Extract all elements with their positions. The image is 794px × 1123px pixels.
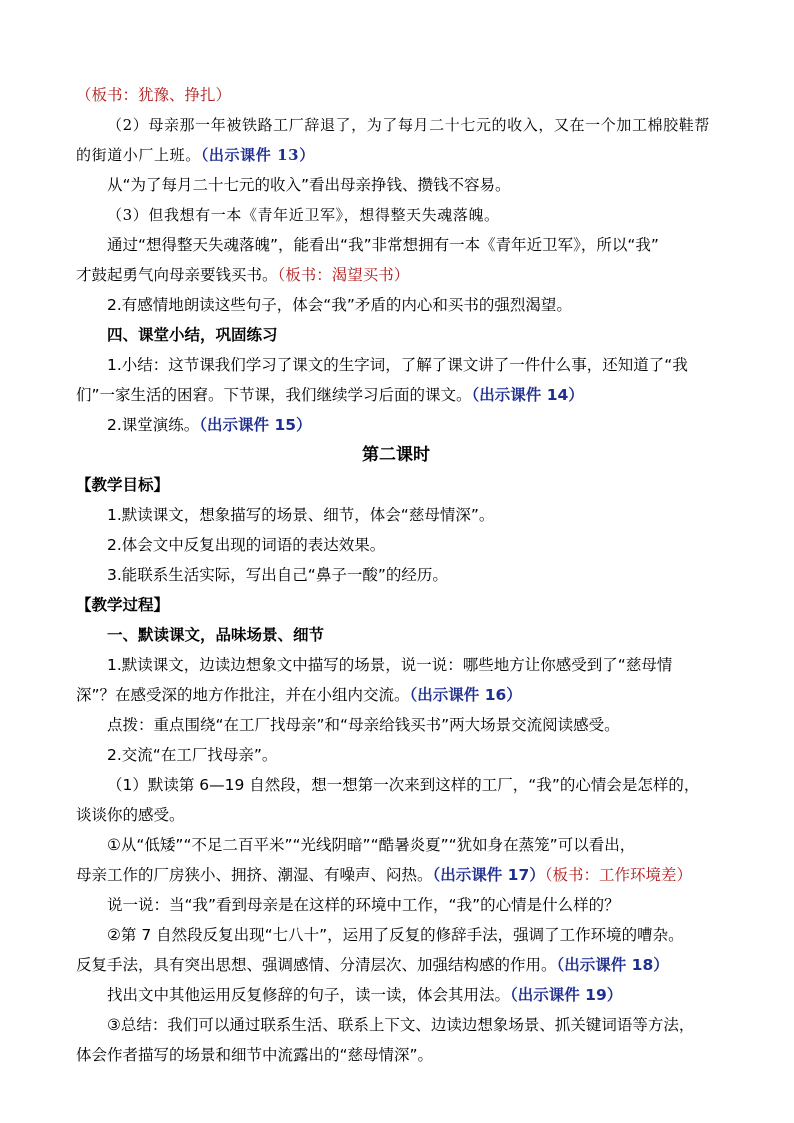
text-line (76, 470, 716, 500)
section-heading (76, 440, 716, 470)
text-span: 通过“想得整天失魂落魄”，能看出“我”非常想拥有一本《青年近卫军》，所以“我” (107, 236, 659, 254)
text-line (76, 650, 716, 680)
heading-text: 四、课堂小结，巩固练习 (107, 326, 278, 344)
text-span: 母亲工作的厂房狭小、拥挤、潮湿、有噪声、闷热。 (76, 866, 433, 884)
text-line (76, 860, 716, 890)
text-line (76, 560, 716, 590)
text-line (76, 890, 716, 920)
text-span: 点拨：重点围绕“在工厂找母亲”和“母亲给钱买书”两大场景交流阅读感受。 (107, 716, 620, 734)
text-span: 2.课堂演练。 (107, 416, 200, 434)
text-span: 找出文中其他运用反复修辞的句子，读一读，体会其用法。 (107, 986, 511, 1004)
heading-text: 【教学过程】 (76, 596, 170, 614)
text-line (76, 230, 716, 260)
text-span: （1）默读第 6—19 自然段，想一想第一次来到这样的工厂，“我”的心情会是怎样的， (107, 776, 700, 794)
text-span: （3）但我想有一本《青年近卫军》，想得整天失魂落魄。 (107, 206, 500, 224)
text-span: 体会作者描写的场景和细节中流露出的“慈母情深”。 (76, 1046, 434, 1064)
text-line (76, 740, 716, 770)
text-line (76, 530, 716, 560)
heading-text: 一、默读课文，品味场景、细节 (107, 626, 325, 644)
courseware-ref: （出示课件 18） (556, 956, 669, 974)
text-line (76, 620, 716, 650)
courseware-ref: （出示课件 13） (200, 146, 315, 164)
lesson-plan-text (76, 80, 716, 1070)
text-span: 1.默读课文，想象描写的场景、细节，体会“慈母情深”。 (107, 506, 495, 524)
text-span: 们”一家生活的困窘。下节课，我们继续学习后面的课文。 (76, 386, 472, 404)
text-span: 从“为了每月二十七元的收入”看出母亲挣钱、攒钱不容易。 (107, 176, 511, 194)
text-line (76, 170, 716, 200)
text-line (76, 1040, 716, 1070)
courseware-ref: （出示课件 19） (510, 986, 623, 1004)
text-line (76, 140, 716, 170)
blackboard-note: （板书：渴望买书） (277, 266, 410, 284)
text-span: ②第 7 自然段反复出现“七八十”，运用了反复的修辞手法，强调了工作环境的嘈杂。 (107, 926, 684, 944)
text-line (76, 1010, 716, 1040)
text-line (76, 830, 716, 860)
text-line (76, 710, 716, 740)
text-span: 1.小结：这节课我们学习了课文的生字词，了解了课文讲了一件什么事，还知道了“我 (107, 356, 688, 374)
heading-text: 【教学目标】 (76, 476, 170, 494)
text-span: 2.体会文中反复出现的词语的表达效果。 (107, 536, 386, 554)
text-span: 3.能联系生活实际，写出自己“鼻子一酸”的经历。 (107, 566, 448, 584)
text-line (76, 680, 716, 710)
courseware-ref: （出示课件 15） (199, 416, 312, 434)
text-line (76, 380, 716, 410)
text-line (76, 980, 716, 1010)
text-span: 1.默读课文，边读边想象文中描写的场景，说一说：哪些地方让你感受到了“慈母情 (107, 656, 673, 674)
text-line (76, 590, 716, 620)
text-span: 才鼓起勇气向母亲要钱买书。 (76, 266, 278, 284)
text-line (76, 110, 716, 140)
text-span: （2）母亲那一年被铁路工厂辞退了，为了每月二十七元的收入，又在一个加工棉胶鞋帮 (107, 116, 710, 134)
text-line (76, 770, 716, 800)
text-line (76, 200, 716, 230)
text-line (76, 800, 716, 830)
text-line (76, 350, 716, 380)
text-line (76, 290, 716, 320)
text-line (76, 260, 716, 290)
lesson-title: 第二课时 (362, 445, 430, 465)
courseware-ref: （出示课件 14） (471, 386, 584, 404)
text-span: 2.有感情地朗读这些句子，体会“我”矛盾的内心和买书的强烈渴望。 (107, 296, 572, 314)
text-span: ③总结：我们可以通过联系生活、联系上下文、边读边想象场景、抓关键词语等方法， (107, 1016, 695, 1034)
blackboard-note: （板书：犹豫、挣扎） (76, 86, 232, 104)
text-span: 说一说：当“我”看到母亲是在这样的环境中工作，“我”的心情是什么样的？ (107, 896, 620, 914)
text-span: 深”？在感受深的地方作批注，并在小组内交流。 (76, 686, 410, 704)
courseware-ref: （出示课件 17） (432, 866, 545, 884)
text-span: ①从“低矮”“不足二百平米”“光线阴暗”“酷暑炎夏”“犹如身在蒸笼”可以看出， (107, 836, 636, 854)
text-line (76, 920, 716, 950)
text-span: 反复手法，具有突出思想、强调感情、分清层次、加强结构感的作用。 (76, 956, 557, 974)
text-line (76, 80, 716, 110)
text-line (76, 500, 716, 530)
courseware-ref: （出示课件 16） (409, 686, 522, 704)
text-line (76, 950, 716, 980)
text-line (76, 410, 716, 440)
text-span: 谈谈你的感受。 (76, 806, 185, 824)
text-span: 2.交流“在工厂找母亲”。 (107, 746, 278, 764)
text-span: 的街道小厂上班。 (76, 146, 201, 164)
text-line (76, 320, 716, 350)
blackboard-note: （板书：工作环境差） (544, 866, 692, 884)
